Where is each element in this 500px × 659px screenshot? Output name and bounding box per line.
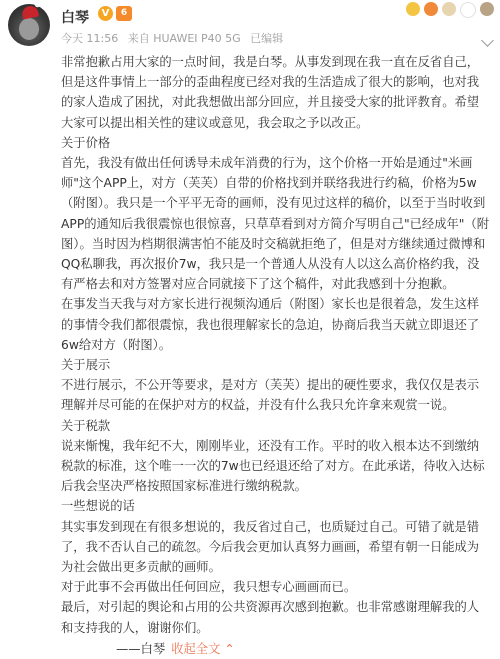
avatar[interactable] bbox=[8, 4, 50, 46]
card-decoration bbox=[406, 2, 494, 18]
post-paragraph: 不进行展示，不公开等要求，是对方（芙芙）提出的硬性要求，我仅仅是表示理解并尽可能的在保护对方的权益，并没有什么我只允许拿来观赏一说。 bbox=[61, 378, 480, 413]
section-heading: 关于展示 bbox=[61, 358, 111, 373]
edited-label[interactable]: 已编辑 bbox=[250, 32, 284, 45]
collapse-label: 收起全文 bbox=[171, 641, 221, 656]
chevron-up-icon: ⌃ bbox=[224, 641, 235, 656]
decoration-icon bbox=[424, 2, 438, 16]
username[interactable]: 白琴 bbox=[61, 10, 89, 26]
post-body bbox=[61, 52, 491, 659]
avatar-face bbox=[19, 18, 39, 40]
decoration-icon bbox=[442, 2, 456, 16]
post-source: 来自 HUAWEI P40 5G bbox=[127, 32, 241, 45]
decoration-icon bbox=[480, 2, 494, 16]
chevron-down-icon[interactable] bbox=[481, 34, 494, 47]
collapse-button[interactable] bbox=[171, 639, 234, 659]
post-paragraph: 非常抱歉占用大家的一点时间，我是白琴。从事发到现在我一直在反省自己，但是这件事情上一部分的歪曲程度已经对我的生活造成了很大的影响，也对我的家人造成了困扰，对此我想做出部分回应，并且接受大家的批评教育。希望大家可以提出相关性的建议或意见，我会取之予以改正。 bbox=[61, 55, 480, 130]
section-heading: 关于价格 bbox=[61, 135, 111, 150]
section-heading: 一些想说的话 bbox=[61, 499, 135, 514]
post-paragraph: 首先，我没有做出任何诱导未成年消费的行为，这个价格一开始是通过"米画师"这个APP上，对方（芙芙）自带的价格找到并联络我进行约稿，价格为5w（附图）。我只是一个平平无奇的画师，没有见过这样的稿价，以至于当时收到APP的通知后我很震惊也很惊喜，只草草看到对方简介写明自己"已经成年"（附图）。当时因为档期很满害怕不能及时交稿就拒绝了，但是对方继续通过微博和QQ私聊我，再次报价7w，我只是一个普通人从没有人以这么高价格约我，没有严格去和对方签署对应合同就接下了这个稿件，对此我感到十分抱歉。 bbox=[61, 156, 490, 292]
santa-hat-icon bbox=[21, 4, 39, 19]
post-header bbox=[0, 0, 500, 52]
post-meta bbox=[61, 30, 289, 46]
post-paragraph: 说来惭愧，我年纪不大，刚刚毕业，还没有工作。平时的收入根本达不到缴纳税款的标准，这个唯一一次的7w也已经退还给了对方。在此承诺，待收入达标后我会坚决严格按照国家标准进行缴纳税款。 bbox=[61, 438, 485, 494]
vip-level-icon[interactable]: 6 bbox=[116, 6, 132, 21]
post-paragraph: 对于此事不会再做出任何回应，我只想专心画画而已。 bbox=[61, 580, 357, 595]
post-time[interactable]: 今天 11:56 bbox=[61, 32, 119, 45]
decoration-icon bbox=[406, 2, 420, 16]
post-paragraph: 最后，对引起的舆论和占用的公共资源再次感到抱歉。也非常感谢理解我的人和支持我的人，谢谢你们。 bbox=[61, 600, 480, 635]
signature: ——白琴 bbox=[116, 641, 166, 656]
verified-icon: V bbox=[98, 6, 113, 21]
user-badges bbox=[98, 6, 132, 21]
post-paragraph: 在事发当天我与对方家长进行视频沟通后（附图）家长也是很着急，发生这样的事情令我们都很震惊，我也很理解家长的急迫，协商后我当天就立即退还了6w给对方（附图）。 bbox=[61, 297, 480, 352]
post-paragraph: 其实事发到现在有很多想说的，我反省过自己，也质疑过自己。可错了就是错了，我不否认自己的疏忽。今后我会更加认真努力画画，希望有朝一日能成为为社会做出更多贡献的画师。 bbox=[61, 519, 480, 575]
post-footer bbox=[61, 639, 491, 659]
decoration-icon bbox=[460, 2, 476, 18]
section-heading: 关于税款 bbox=[61, 418, 111, 433]
